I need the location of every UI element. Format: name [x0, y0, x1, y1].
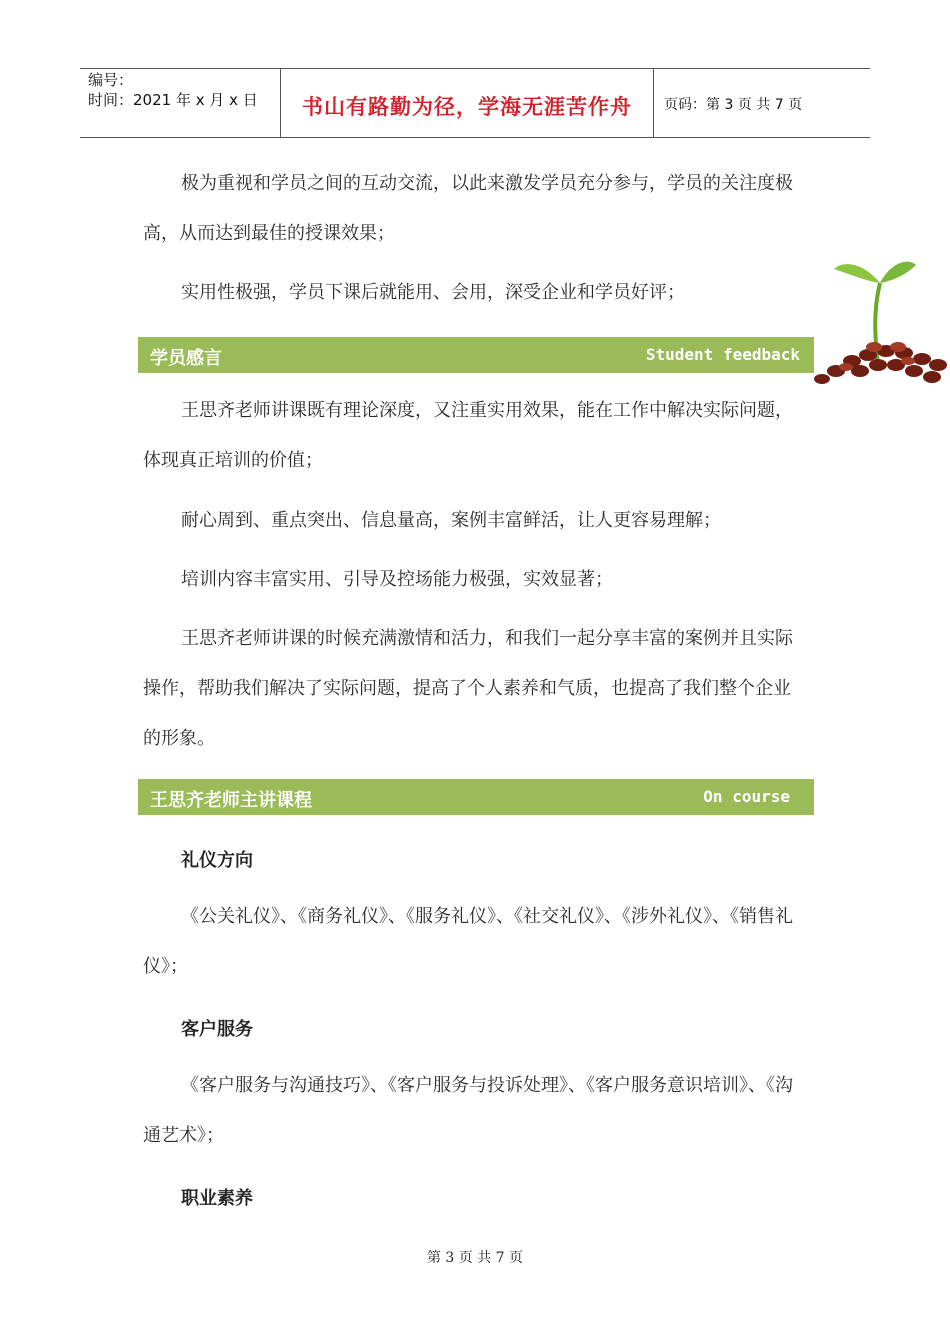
course-group-heading: 礼仪方向: [181, 850, 253, 871]
header-meta-cell: [80, 69, 281, 137]
feedback-item: 耐心周到、重点突出、信息量高，案例丰富鲜活，让人更容易理解；: [181, 510, 721, 531]
feedback-item: 培训内容丰富实用、引导及控场能力极强，实效显著；: [181, 569, 613, 590]
section-title-zh: 王思齐老师主讲课程: [150, 790, 312, 811]
section-header-student-feedback: [138, 337, 814, 373]
header-page-number: 页码：第 3 页 共 7 页: [664, 97, 803, 113]
intro-paragraph-2: 实用性极强，学员下课后就能用、会用，深受企业和学员好评；: [181, 282, 685, 303]
motto: 书山有路勤为径，学海无涯苦作舟: [302, 94, 632, 119]
section-header-courses: [138, 779, 814, 815]
section-title-en: On course: [703, 787, 790, 806]
intro-paragraph-1: 极为重视和学员之间的互动交流，以此来激发学员充分参与，学员的关注度极高，从而达到最佳的授课效果；: [143, 173, 793, 244]
document-number: 编号：: [88, 71, 134, 89]
sprout-beans-image: [812, 255, 950, 389]
course-group-heading: 职业素养: [181, 1188, 253, 1209]
header-page-cell: [654, 69, 870, 137]
document-date: 时间：2021 年 x 月 x 日: [88, 91, 258, 109]
course-group-heading: 客户服务: [181, 1019, 253, 1040]
course-group-text: 《客户服务与沟通技巧》、《客户服务与投诉处理》、《客户服务意识培训》、《沟通艺术》；: [143, 1075, 793, 1146]
section-title-zh: 学员感言: [150, 348, 222, 369]
header-motto-cell: [281, 69, 654, 137]
course-group-text: 《公关礼仪》、《商务礼仪》、《服务礼仪》、《社交礼仪》、《涉外礼仪》、《销售礼仪》；: [143, 906, 793, 977]
feedback-item: 王思齐老师讲课既有理论深度，又注重实用效果，能在工作中解决实际问题，体现真正培训的价值；: [143, 400, 793, 471]
page-header: [80, 68, 870, 138]
page-footer: 第 3 页 共 7 页: [426, 1250, 524, 1266]
feedback-item: 王思齐老师讲课的时候充满激情和活力，和我们一起分享丰富的案例并且实际操作，帮助我们解决了实际问题，提高了个人素养和气质，也提高了我们整个企业的形象。: [143, 628, 793, 749]
section-title-en: Student feedback: [645, 345, 800, 364]
